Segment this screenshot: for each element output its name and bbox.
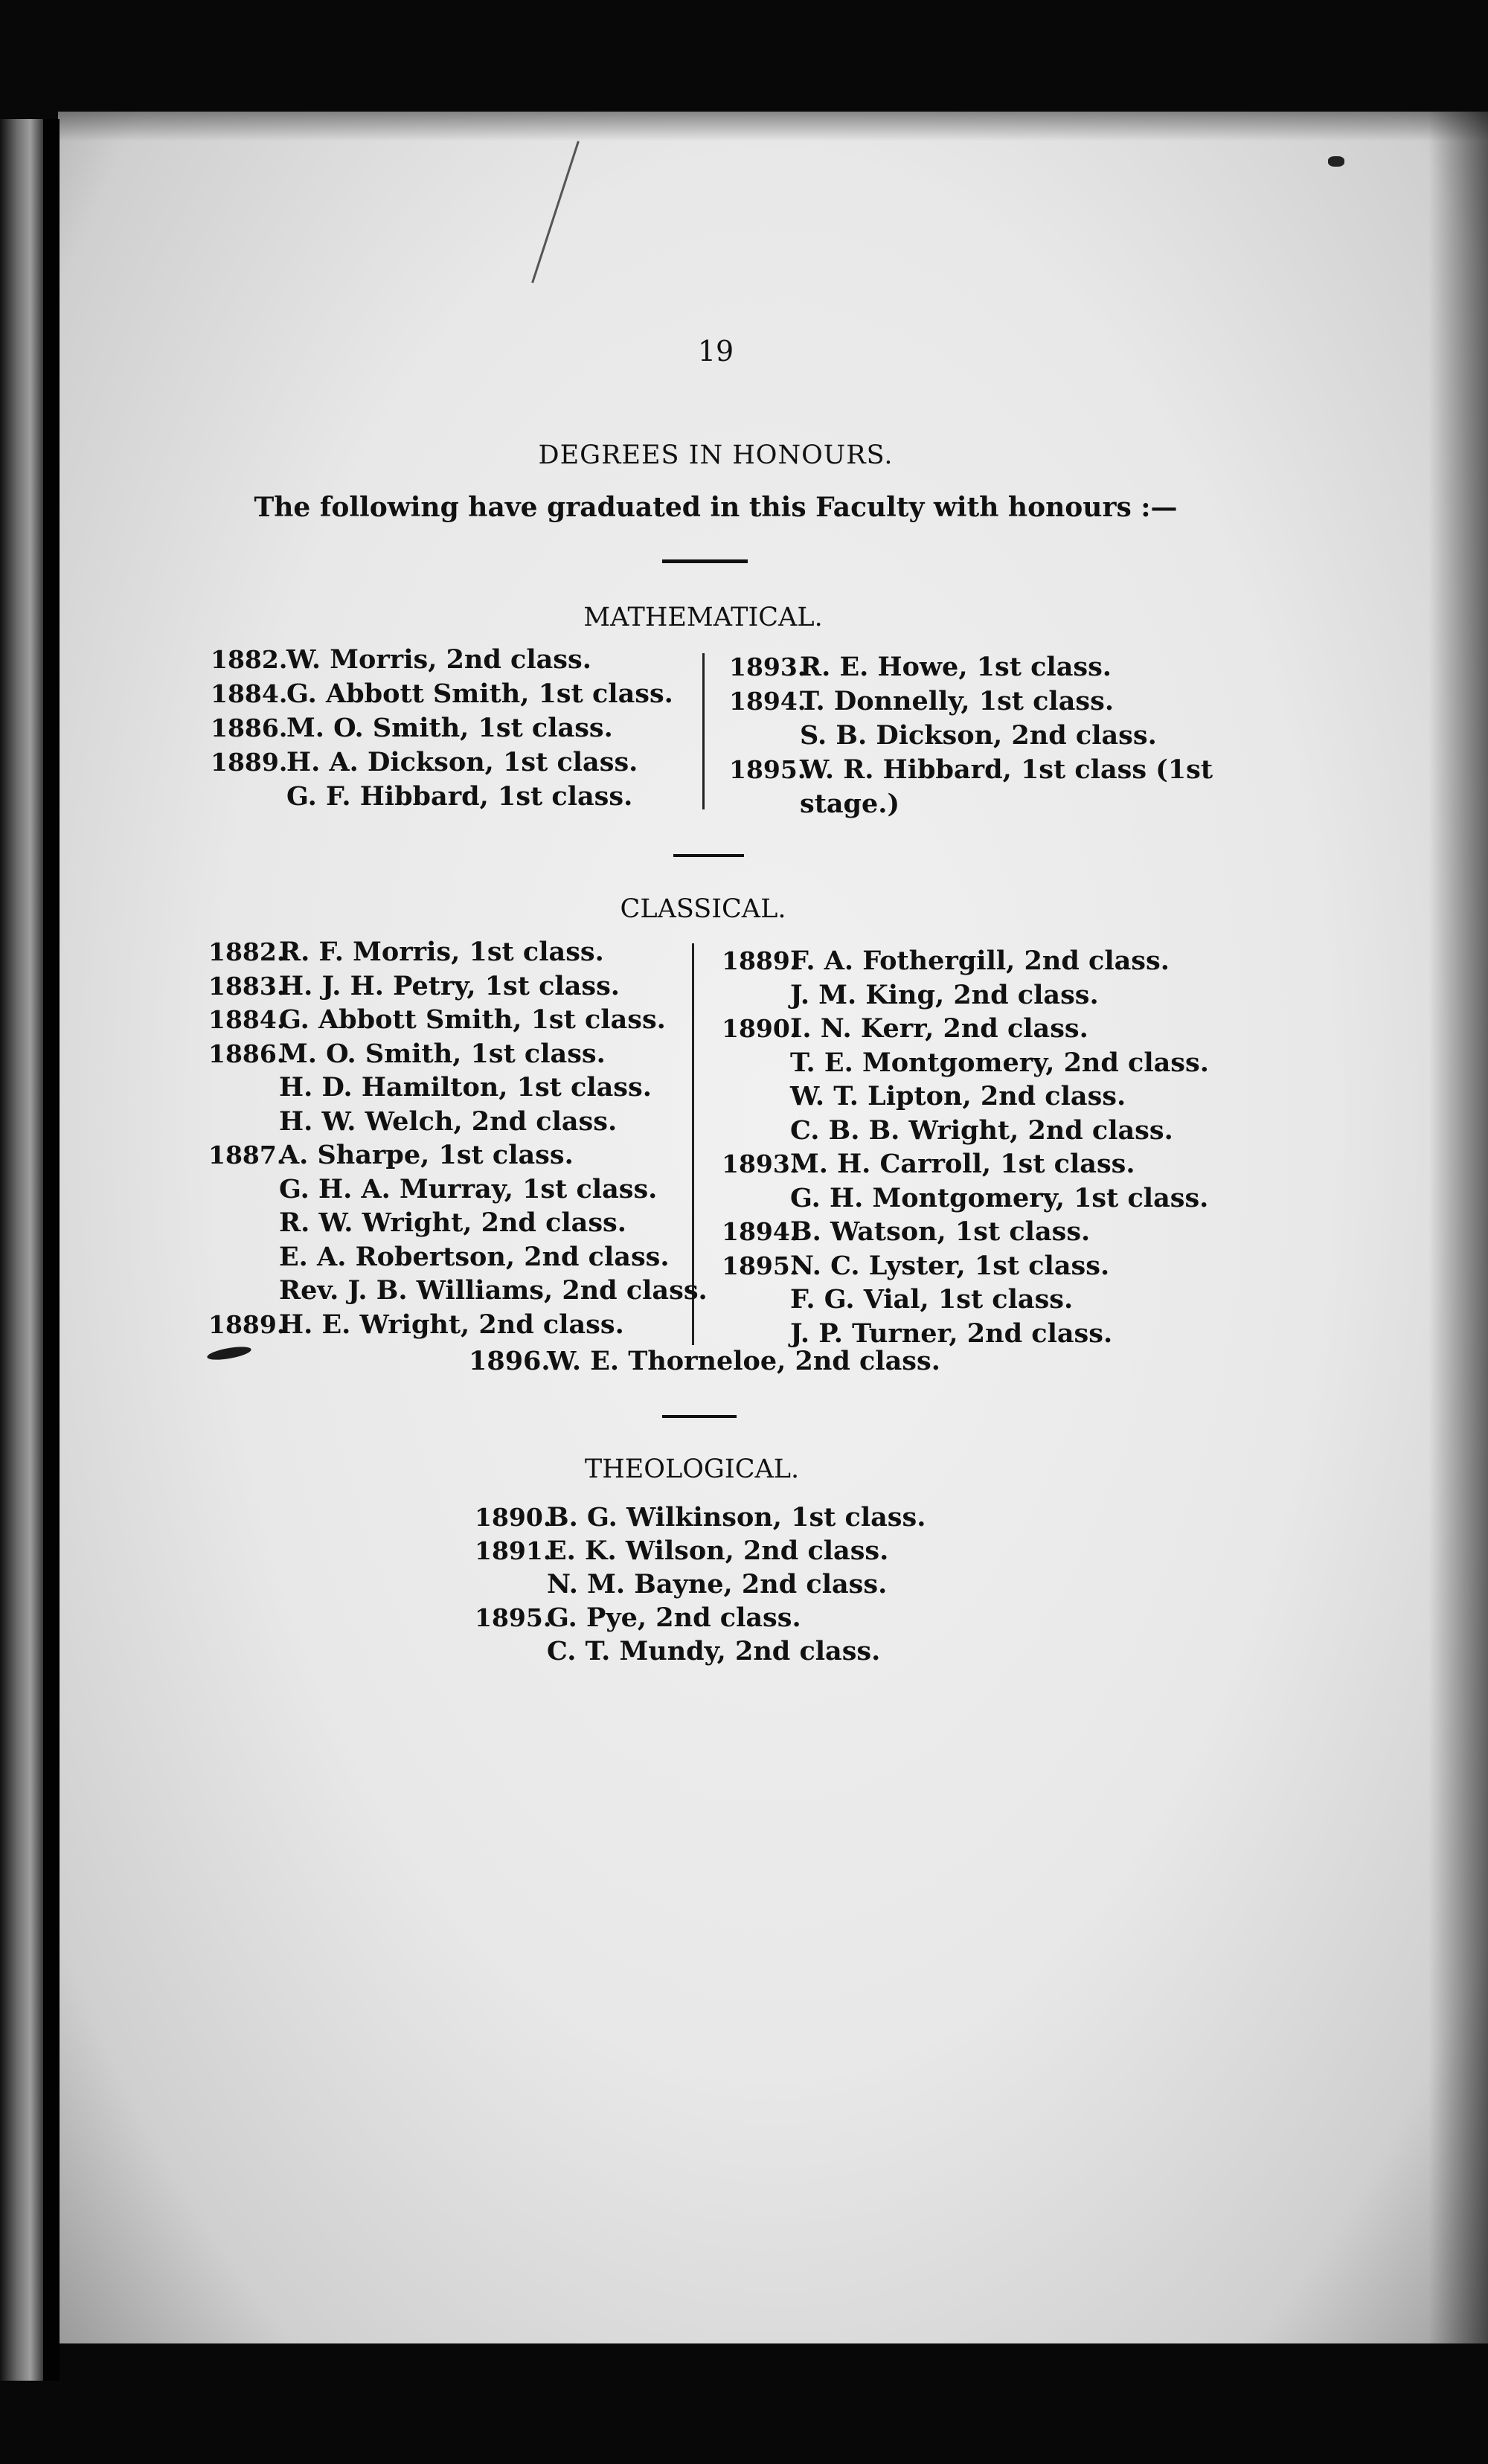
entry-year: 1891. bbox=[475, 1536, 552, 1565]
entry-text: E. K. Wilson, 2nd class. bbox=[547, 1536, 889, 1566]
section-title-theological: THEOLOGICAL. bbox=[584, 1454, 800, 1484]
entry-text: G. H. A. Murray, 1st class. bbox=[279, 1173, 658, 1204]
entry-text: M. H. Carroll, 1st class. bbox=[790, 1149, 1135, 1179]
column-divider bbox=[702, 653, 705, 809]
entry-text: G. H. Montgomery, 1st class. bbox=[790, 1182, 1209, 1213]
intro-text: The following have graduated in this Faculty with honours :— bbox=[254, 492, 1178, 523]
entry-text: Rev. J. B. Williams, 2nd class. bbox=[279, 1275, 708, 1306]
entry-year: 1896. bbox=[469, 1346, 551, 1376]
entry-text: B. G. Wilkinson, 1st class. bbox=[547, 1502, 926, 1533]
entry-text: W. E. Thorneloe, 2nd class. bbox=[547, 1346, 940, 1376]
book-spine bbox=[43, 119, 60, 2381]
entry-text: S. B. Dickson, 2nd class. bbox=[800, 720, 1157, 751]
entry-text: H. A. Dickson, 1st class. bbox=[286, 747, 638, 777]
section-divider bbox=[662, 1415, 737, 1418]
entry-text: C. B. B. Wright, 2nd class. bbox=[790, 1114, 1173, 1146]
entry-year: 1883. bbox=[208, 971, 286, 1001]
entry-year: 1889. bbox=[208, 1309, 286, 1339]
corner-spot-mark bbox=[1328, 156, 1344, 167]
entry-text: E. A. Robertson, 2nd class. bbox=[279, 1241, 670, 1272]
entry-text: H. E. Wright, 2nd class. bbox=[279, 1309, 624, 1340]
entry-text: B. Watson, 1st class. bbox=[790, 1216, 1091, 1247]
entry-year: 1884. bbox=[208, 1005, 286, 1034]
section-title-classical: CLASSICAL. bbox=[620, 894, 786, 924]
entry-year: 1886. bbox=[208, 1039, 286, 1068]
section-divider bbox=[662, 559, 748, 563]
entry-text: G. F. Hibbard, 1st class. bbox=[286, 781, 633, 812]
entry-text: A. Sharpe, 1st class. bbox=[279, 1140, 574, 1170]
entry-year: 1884. bbox=[211, 679, 288, 708]
entry-year: 1887. bbox=[208, 1140, 286, 1170]
entry-year: 1890. bbox=[475, 1503, 552, 1532]
entry-year: 1895. bbox=[475, 1603, 552, 1632]
entry-year: 1882. bbox=[211, 645, 288, 674]
entry-text: T. E. Montgomery, 2nd class. bbox=[790, 1047, 1209, 1078]
entry-text: W. R. Hibbard, 1st class (1st bbox=[800, 754, 1213, 785]
entry-text: G. Pye, 2nd class. bbox=[547, 1602, 801, 1633]
page-top-shadow bbox=[58, 112, 1488, 141]
entry-year: 1890. bbox=[722, 1014, 799, 1043]
entry-text: H. W. Welch, 2nd class. bbox=[279, 1106, 618, 1137]
entry-year: 1889. bbox=[722, 946, 799, 975]
section-title-mathematical: MATHEMATICAL. bbox=[583, 603, 823, 632]
entry-text: I. N. Kerr, 2nd class. bbox=[790, 1013, 1088, 1044]
entry-year: 1894. bbox=[729, 687, 806, 716]
section-divider bbox=[673, 854, 744, 857]
entry-text: M. O. Smith, 1st class. bbox=[279, 1038, 606, 1069]
entry-text: N. M. Bayne, 2nd class. bbox=[547, 1569, 888, 1600]
entry-text: R. E. Howe, 1st class. bbox=[800, 652, 1112, 682]
entry-year: 1894. bbox=[722, 1217, 799, 1246]
entry-year: 1895. bbox=[729, 755, 806, 784]
entry-text: F. G. Vial, 1st class. bbox=[790, 1284, 1074, 1315]
entry-text: J. P. Turner, 2nd class. bbox=[790, 1318, 1113, 1349]
entry-text: N. C. Lyster, 1st class. bbox=[790, 1250, 1110, 1281]
entry-text: M. O. Smith, 1st class. bbox=[286, 713, 613, 743]
entry-text: J. M. King, 2nd class. bbox=[790, 979, 1099, 1010]
entry-text: W. T. Lipton, 2nd class. bbox=[790, 1081, 1126, 1111]
entry-text: R. W. Wright, 2nd class. bbox=[279, 1207, 626, 1238]
entry-text: G. Abbott Smith, 1st class. bbox=[279, 1004, 666, 1035]
entry-text: R. F. Morris, 1st class. bbox=[279, 937, 604, 967]
entry-text: F. A. Fothergill, 2nd class. bbox=[790, 946, 1170, 976]
entry-year: 1886. bbox=[211, 713, 288, 742]
page-heading: DEGREES IN HONOURS. bbox=[538, 440, 894, 470]
entry-year: 1893. bbox=[722, 1149, 799, 1178]
entry-text: T. Donnelly, 1st class. bbox=[800, 686, 1114, 716]
entry-text: H. J. H. Petry, 1st class. bbox=[279, 970, 620, 1001]
entry-year: 1889. bbox=[211, 748, 288, 777]
entry-year: 1882. bbox=[208, 937, 286, 966]
facing-page-edge bbox=[0, 119, 43, 2381]
entry-text: H. D. Hamilton, 1st class. bbox=[279, 1072, 652, 1103]
entry-text: W. Morris, 2nd class. bbox=[286, 644, 591, 675]
page-number: 19 bbox=[697, 335, 734, 368]
entry-text: C. T. Mundy, 2nd class. bbox=[547, 1636, 881, 1666]
entry-year: 1893. bbox=[729, 652, 806, 681]
entry-text: G. Abbott Smith, 1st class. bbox=[286, 678, 673, 709]
page-right-shadow bbox=[1428, 112, 1488, 2343]
entry-text: stage.) bbox=[800, 789, 900, 819]
entry-year: 1895. bbox=[722, 1251, 799, 1280]
